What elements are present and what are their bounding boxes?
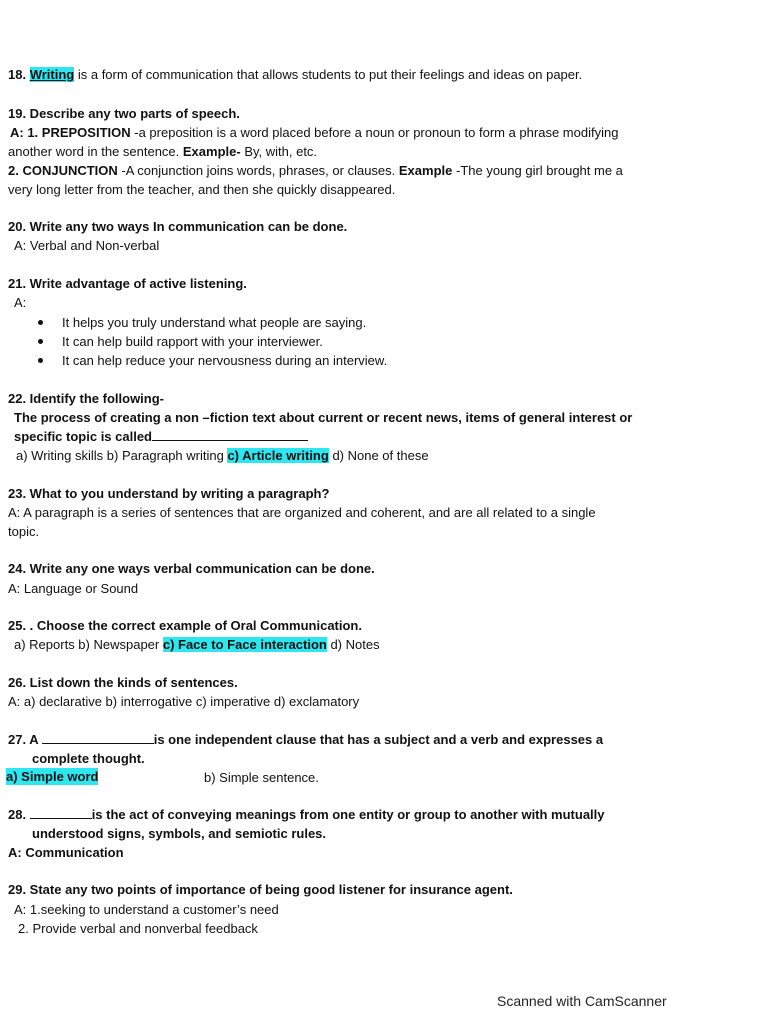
- q18-rest: is a form of communication that allows students to put their feelings and ideas on paper.: [74, 67, 583, 82]
- q27-opt-b: b) Simple sentence.: [204, 770, 319, 785]
- q29-answer-2: 2. Provide verbal and nonverbal feedback: [18, 921, 258, 936]
- q23-question: 23. What to you understand by writing a paragraph?: [8, 486, 330, 501]
- q28-line: [8, 806, 605, 823]
- q22-question: 22. Identify the following-: [8, 391, 164, 406]
- q25-opt-c-highlight: c) Face to Face interaction: [162, 637, 327, 652]
- q25-opt-ab: a) Reports b) Newspaper: [14, 637, 163, 652]
- q27-prefix: 27. A: [8, 732, 42, 747]
- q27-rest: is one independent clause that has a subject and a verb and expresses a: [153, 732, 604, 747]
- q22-stem-1: The process of creating a non –fiction text about current or recent news, items of general interest or: [14, 410, 633, 425]
- q26-question: 26. List down the kinds of sentences.: [8, 675, 238, 690]
- q28-rest: is the act of conveying meanings from one entity or group to another with mutually: [91, 807, 605, 822]
- q19-a-prefix: A: 1. PREPOSITION: [10, 125, 131, 140]
- camscanner-watermark: Scanned with CamScanner: [497, 993, 667, 1009]
- bullet-dot: [38, 358, 43, 363]
- q19-a2-label: 2. CONJUNCTION: [8, 163, 118, 178]
- q21-question: 21. Write advantage of active listening.: [8, 276, 247, 291]
- q21-bullet-3: It can help reduce your nervousness during an interview.: [62, 353, 388, 368]
- q19-a2-cont: very long letter from the teacher, and then she quickly disappeared.: [8, 182, 396, 197]
- q19-answer-2: [8, 162, 623, 179]
- q25-opt-d: d) Notes: [326, 637, 380, 652]
- q29-answer-1: A: 1.seeking to understand a customer’s need: [14, 902, 279, 917]
- q25-options: [14, 636, 380, 653]
- q24-question: 24. Write any one ways verbal communication can be done.: [8, 561, 375, 576]
- q21-bullet-1: It helps you truly understand what people are saying.: [62, 315, 367, 330]
- q19-a1-example-label: Example-: [182, 144, 241, 159]
- q19-a2-text: -A conjunction joins words, phrases, or clauses.: [117, 163, 399, 178]
- q18-number: 18.: [8, 67, 27, 82]
- q27-cont: complete thought.: [32, 751, 145, 766]
- bullet-dot: [38, 320, 43, 325]
- q26-answer: A: a) declarative b) interrogative c) imperative d) exclamatory: [8, 694, 360, 709]
- q20-question: 20. Write any two ways In communication can be done.: [8, 219, 348, 234]
- q19-answer-1-cont: [8, 143, 317, 160]
- q23-answer-2: topic.: [8, 524, 40, 539]
- q23-answer-1: A: A paragraph is a series of sentences that are organized and coherent, and are all related to a single: [8, 505, 596, 520]
- q27-blank: [42, 731, 154, 744]
- q22-options: [16, 447, 429, 464]
- q20-answer: A: Verbal and Non-verbal: [14, 238, 160, 253]
- q19-a1-text: -a preposition is a word placed before a noun or pronoun to form a phrase modifying: [130, 125, 619, 140]
- q19-a2-example: -The young girl brought me a: [452, 163, 623, 178]
- q21-answer-label: A:: [14, 295, 27, 310]
- q18-line: [8, 66, 582, 83]
- q24-answer: A: Language or Sound: [8, 581, 139, 596]
- q19-question: 19. Describe any two parts of speech.: [8, 106, 240, 121]
- q22-opt-a: a) Writing skills b) Paragraph writing: [16, 448, 228, 463]
- bullet-dot: [38, 339, 43, 344]
- q27-opt-a-highlight: a) Simple word: [6, 769, 99, 784]
- q22-stem-2: [14, 428, 308, 445]
- q28-blank: [30, 806, 92, 819]
- q25-question: 25. . Choose the correct example of Oral Communication.: [8, 618, 362, 633]
- q21-bullet-2: It can help build rapport with your interviewer.: [62, 334, 323, 349]
- q27-line: [8, 731, 603, 748]
- q19-a1-example: By, with, etc.: [240, 144, 318, 159]
- q29-question: 29. State any two points of importance of being good listener for insurance agent.: [8, 882, 513, 897]
- q19-a2-example-label: Example: [398, 163, 453, 178]
- q19-answer-1: [10, 124, 618, 141]
- q19-a1-cont: another word in the sentence.: [8, 144, 183, 159]
- q22-stem-2-text: specific topic is called: [14, 429, 152, 444]
- q28-prefix: 28.: [8, 807, 30, 822]
- q28-cont: understood signs, symbols, and semiotic rules.: [32, 826, 327, 841]
- q22-opt-c-highlight: c) Article writing: [227, 448, 329, 463]
- q18-highlight: Writing: [29, 67, 75, 82]
- q22-opt-d: d) None of these: [328, 448, 429, 463]
- q22-blank: [152, 428, 308, 441]
- q28-answer: A: Communication: [8, 845, 124, 860]
